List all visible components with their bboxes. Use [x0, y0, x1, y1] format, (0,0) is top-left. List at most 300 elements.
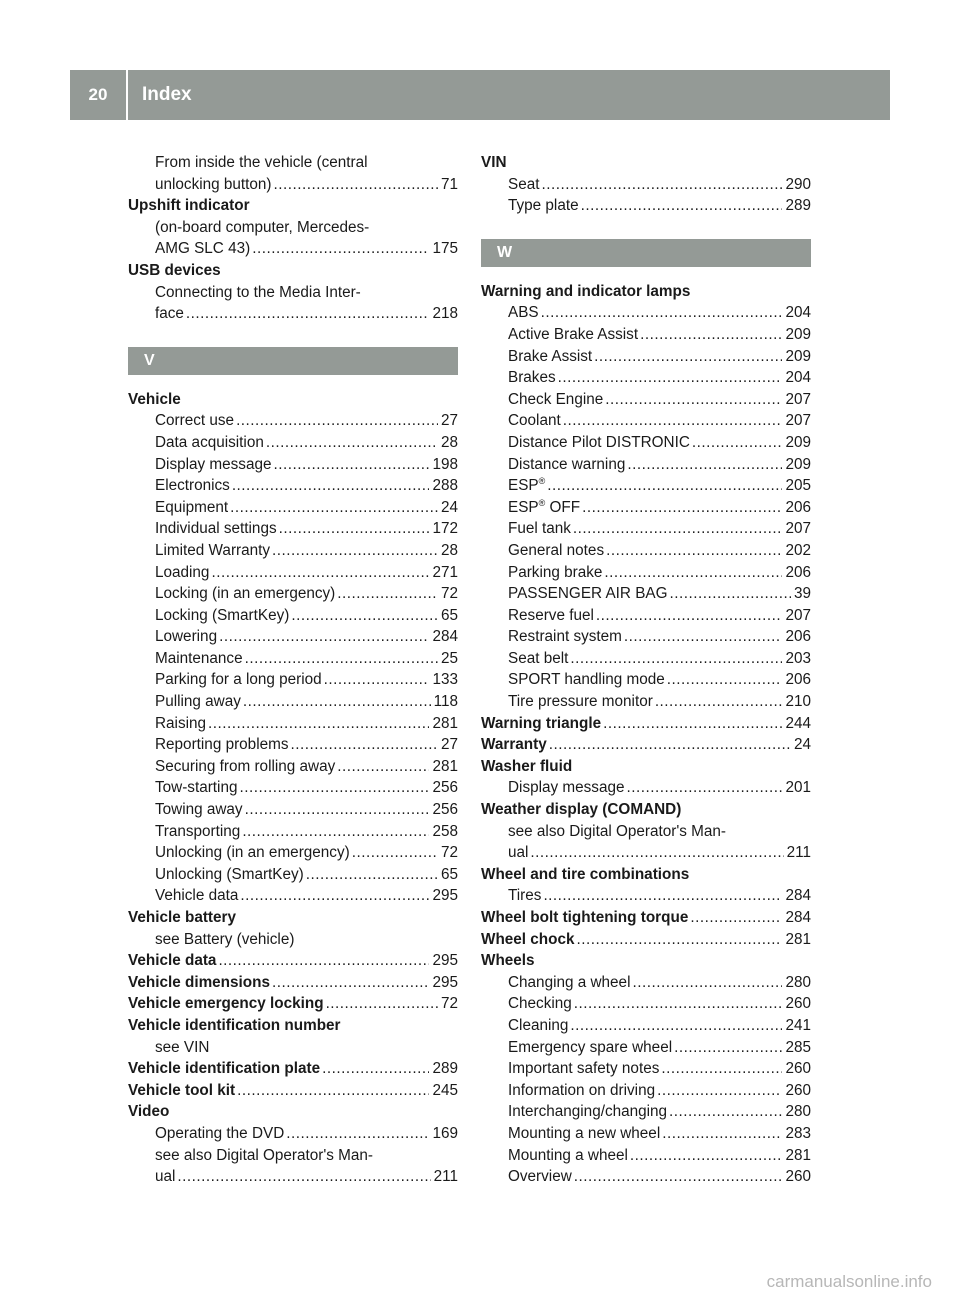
entry-text: Brake Assist [508, 347, 593, 365]
page-reference: 203 [785, 649, 811, 667]
entry-label [128, 907, 236, 929]
section-letter-header: W [481, 239, 811, 267]
index-subentry [481, 1145, 811, 1167]
page-reference: 24 [440, 498, 458, 516]
entry-text: Overview [508, 1168, 572, 1186]
entry-text: Coolant [508, 412, 561, 430]
entry-text: Reporting problems [155, 736, 289, 754]
entry-label [508, 1166, 572, 1188]
entry-label [481, 950, 535, 972]
entry-label [155, 799, 243, 821]
entry-text: Individual settings [155, 520, 277, 538]
page-reference: 169 [432, 1124, 458, 1142]
dot-leader [692, 432, 783, 454]
index-subentry [128, 518, 458, 540]
entry-label [508, 777, 624, 799]
page-title: Index [142, 84, 192, 105]
dot-leader [322, 1058, 429, 1080]
dot-leader [624, 626, 783, 648]
index-subentry [128, 454, 458, 476]
entry-label [155, 669, 322, 691]
entry-text: Washer fluid [481, 757, 573, 775]
entry-text: Weather display (COMAND) [481, 801, 682, 819]
entry-label [155, 583, 335, 605]
index-subentry [128, 648, 458, 670]
dot-leader [603, 713, 782, 735]
entry-text: Locking (in an emergency) [155, 585, 336, 603]
index-subentry [128, 799, 458, 821]
dot-leader [306, 864, 438, 886]
entry-text: Type plate [508, 197, 579, 215]
entry-text: Tire pressure monitor [508, 693, 653, 711]
entry-text: Equipment [155, 498, 229, 516]
index-subentry [128, 1145, 458, 1167]
entry-label [155, 1166, 175, 1188]
dot-leader [577, 929, 783, 951]
dot-leader [218, 950, 429, 972]
entry-label [155, 152, 368, 174]
page-reference: 202 [785, 541, 811, 559]
page-reference: 207 [785, 520, 811, 538]
entry-text: Vehicle battery [128, 909, 236, 926]
entry-label [128, 1015, 341, 1037]
index-subentry [481, 777, 811, 799]
index-subentry [128, 777, 458, 799]
index-entry [128, 993, 458, 1015]
entry-label [508, 605, 594, 627]
entry-text: Maintenance [155, 649, 243, 667]
index-subentry [481, 648, 811, 670]
header-divider [126, 70, 128, 120]
entry-label [155, 605, 289, 627]
entry-label [508, 583, 668, 605]
index-subentry [128, 217, 458, 239]
entry-text: Operating the DVD [155, 1124, 285, 1142]
entry-label [128, 1058, 320, 1080]
entry-text: Vehicle identification number [128, 1016, 341, 1034]
dot-leader [352, 842, 438, 864]
entry-label [508, 367, 556, 389]
page-reference: 271 [432, 563, 458, 581]
page-reference: 211 [786, 844, 811, 862]
entry-text-suffix: OFF [545, 498, 581, 516]
page-reference: 207 [785, 412, 811, 430]
dot-leader [279, 518, 430, 540]
index-subentry [481, 454, 811, 476]
dot-leader [291, 734, 438, 756]
entry-label [481, 152, 507, 174]
entry-text: Mounting a wheel [508, 1146, 628, 1164]
index-entry [481, 734, 811, 756]
index-entry [481, 756, 811, 778]
entry-text: Limited Warranty [155, 541, 271, 559]
page-reference: 244 [785, 714, 811, 732]
entry-text: Correct use [155, 412, 235, 430]
entry-label [155, 475, 230, 497]
dot-leader [541, 174, 782, 196]
dot-leader [186, 303, 430, 325]
entry-text: Distance warning [508, 455, 626, 473]
page-reference: 28 [440, 541, 458, 559]
page-reference: 258 [432, 822, 458, 840]
entry-label [155, 497, 228, 519]
index-subentry [128, 756, 458, 778]
index-subentry [128, 410, 458, 432]
index-subentry [128, 1123, 458, 1145]
entry-label [481, 281, 690, 303]
entry-text: Data acquisition [155, 433, 264, 451]
entry-text: Vehicle identification plate [128, 1060, 321, 1078]
index-subentry [481, 1037, 811, 1059]
page-reference: 280 [785, 973, 811, 991]
entry-text: VIN [481, 154, 507, 171]
index-subentry [481, 540, 811, 562]
page-reference: 72 [440, 995, 458, 1013]
page-reference: 209 [785, 455, 811, 473]
entry-label [508, 1101, 667, 1123]
entry-label [155, 238, 250, 260]
entry-label [128, 195, 250, 217]
page-reference: 284 [785, 909, 811, 926]
dot-leader [605, 389, 782, 411]
dot-leader [606, 540, 782, 562]
page-reference: 211 [433, 1168, 458, 1186]
entry-label [508, 454, 625, 476]
entry-label [508, 389, 603, 411]
entry-text: Electronics [155, 477, 230, 495]
index-subentry [128, 605, 458, 627]
page-reference: 204 [785, 304, 811, 322]
entry-text: Vehicle emergency locking [128, 995, 324, 1013]
dot-leader [574, 1166, 783, 1188]
entry-label [508, 562, 602, 584]
dot-leader [690, 907, 782, 929]
index-subentry [481, 583, 811, 605]
entry-text: Display message [155, 455, 272, 473]
index-subentry [128, 475, 458, 497]
dot-leader [286, 1123, 429, 1145]
entry-label [508, 324, 638, 346]
entry-label [481, 756, 572, 778]
index-entry [481, 799, 811, 821]
index-subentry [481, 1015, 811, 1037]
dot-leader [661, 1058, 782, 1080]
dot-leader [541, 302, 783, 324]
entry-label [155, 518, 277, 540]
entry-text: Video [128, 1103, 170, 1121]
entry-text: Interchanging/changing [508, 1103, 668, 1121]
dot-leader [669, 1101, 782, 1123]
entry-label [508, 410, 561, 432]
entry-text: Cleaning [508, 1016, 569, 1034]
page-reference: 281 [785, 1146, 811, 1164]
entry-label [508, 626, 622, 648]
index-subentry [481, 174, 811, 196]
index-subentry [481, 518, 811, 540]
dot-leader [177, 1166, 430, 1188]
entry-text: USB devices [128, 261, 221, 279]
entry-label [508, 1145, 628, 1167]
dot-leader [240, 885, 429, 907]
index-subentry [481, 324, 811, 346]
entry-text: see Battery (vehicle) [155, 930, 295, 948]
index-subentry [481, 389, 811, 411]
dot-leader [630, 1145, 783, 1167]
entry-label [481, 864, 689, 886]
index-subentry [128, 282, 458, 304]
page-reference: 65 [440, 606, 458, 624]
page-reference: 207 [785, 606, 811, 624]
page-reference: 72 [440, 844, 458, 862]
index-subentry [481, 367, 811, 389]
index-subentry [481, 562, 811, 584]
index-subentry [481, 1080, 811, 1102]
entry-label [155, 174, 272, 196]
dot-leader [272, 540, 438, 562]
dot-leader [274, 174, 438, 196]
page-reference: 280 [785, 1103, 811, 1121]
entry-text: Warning triangle [481, 714, 602, 732]
entry-text: Wheels [481, 952, 535, 970]
entry-text: Upshift indicator [128, 197, 250, 215]
entry-text: Emergency spare wheel [508, 1038, 673, 1056]
watermark: carmanualsonline.info [766, 1272, 932, 1291]
entry-text: Parking brake [508, 563, 603, 581]
dot-leader [232, 475, 430, 497]
page-reference: 133 [432, 671, 458, 689]
entry-label [155, 1145, 373, 1167]
index-subentry [128, 626, 458, 648]
index-subentry [481, 691, 811, 713]
page-reference: 201 [785, 779, 811, 797]
dot-leader [243, 691, 431, 713]
entry-label [508, 669, 665, 691]
dot-leader [657, 1080, 782, 1102]
entry-text: unlocking button) [155, 175, 272, 193]
index-subentry [128, 691, 458, 713]
entry-label [508, 540, 604, 562]
entry-text: Tow-starting [155, 779, 238, 797]
dot-leader [574, 993, 783, 1015]
page-reference: 295 [432, 952, 458, 970]
dot-leader [239, 777, 429, 799]
dot-leader [596, 605, 783, 627]
dot-leader [640, 324, 782, 346]
entry-label [508, 842, 528, 864]
entry-text: face [155, 305, 184, 323]
index-entry [128, 389, 458, 411]
index-subentry [481, 1101, 811, 1123]
entry-text: Wheel and tire combinations [481, 865, 690, 883]
entry-text: see VIN [155, 1038, 210, 1056]
index-entry [481, 907, 811, 929]
dot-leader [662, 1123, 782, 1145]
entry-text: Securing from rolling away [155, 757, 336, 775]
dot-leader [208, 713, 429, 735]
entry-label [128, 260, 221, 282]
entry-label [508, 432, 690, 454]
page-reference: 288 [432, 477, 458, 495]
page-reference: 289 [432, 1060, 458, 1078]
page-reference: 295 [432, 973, 458, 991]
index-subentry [481, 1058, 811, 1080]
entry-text: Pulling away [155, 693, 241, 711]
entry-label [481, 799, 681, 821]
index-subentry [128, 303, 458, 325]
page-reference: 218 [432, 305, 458, 323]
entry-text: Vehicle data [155, 887, 239, 905]
dot-leader [570, 648, 782, 670]
index-entry [128, 1058, 458, 1080]
page-reference: 256 [432, 801, 458, 819]
entry-label [508, 174, 539, 196]
dot-leader [604, 562, 782, 584]
entry-text: SPORT handling mode [508, 671, 665, 689]
page-reference: 245 [432, 1081, 458, 1099]
index-subentry [128, 669, 458, 691]
entry-label [128, 1101, 169, 1123]
dot-leader [337, 756, 429, 778]
entry-label [128, 993, 324, 1015]
entry-label [508, 1058, 659, 1080]
index-entry [128, 1015, 458, 1037]
page-reference: 27 [440, 412, 458, 430]
dot-leader [543, 885, 782, 907]
index-subentry [128, 929, 458, 951]
dot-leader [266, 432, 438, 454]
entry-label [155, 626, 217, 648]
entry-label [508, 1015, 568, 1037]
page-reference: 175 [432, 240, 458, 258]
dot-leader [245, 799, 430, 821]
page-reference: 72 [440, 585, 458, 603]
entry-label [481, 907, 688, 929]
index-subentry [128, 821, 458, 843]
entry-text: see also Digital Operator's Man- [155, 1146, 374, 1164]
page-reference: 284 [432, 628, 458, 646]
index-subentry [481, 972, 811, 994]
index-subentry [128, 540, 458, 562]
index-subentry [128, 174, 458, 196]
entry-text: Brakes [508, 369, 556, 387]
page-reference: 71 [440, 175, 458, 193]
entry-label [155, 540, 270, 562]
registered-mark: ® [538, 476, 546, 487]
dot-leader [219, 626, 429, 648]
entry-label [155, 691, 241, 713]
entry-text: Check Engine [508, 390, 604, 408]
index-subentry [128, 734, 458, 756]
entry-text: Restraint system [508, 628, 622, 646]
entry-text: Loading [155, 563, 210, 581]
dot-leader [547, 475, 782, 497]
entry-text: ual [155, 1168, 176, 1186]
entry-label [155, 562, 209, 584]
page-number: 20 [88, 85, 108, 104]
index-subentry [481, 669, 811, 691]
entry-text: Tires [508, 887, 542, 905]
entry-label [155, 885, 238, 907]
page-reference: 260 [785, 1060, 811, 1078]
entry-text: Vehicle data [128, 952, 217, 970]
dot-leader [558, 367, 783, 389]
entry-label [155, 1123, 284, 1145]
index-subentry [128, 885, 458, 907]
dot-leader [573, 518, 783, 540]
index-subentry [481, 1166, 811, 1188]
page-reference: 209 [785, 325, 811, 343]
index-subentry [128, 583, 458, 605]
entry-text: (on-board computer, Mercedes- [155, 218, 370, 236]
index-subentry [481, 842, 811, 864]
dot-leader [549, 734, 791, 756]
entry-text: Wheel bolt tightening torque [481, 909, 689, 926]
page-reference: 198 [432, 455, 458, 473]
page-reference: 209 [785, 433, 811, 451]
page-reference: 289 [785, 197, 811, 215]
page-reference: 241 [785, 1016, 811, 1034]
page-header [70, 70, 890, 120]
entry-label [155, 454, 271, 476]
page-reference: 283 [785, 1124, 811, 1142]
page-reference: 260 [785, 995, 811, 1013]
page-reference: 206 [785, 671, 811, 689]
page-reference: 256 [432, 779, 458, 797]
index-entry [128, 1080, 458, 1102]
entry-label [481, 713, 601, 735]
index-entry [481, 950, 811, 972]
entry-text: Warning and indicator lamps [481, 282, 691, 300]
index-entry [481, 929, 811, 951]
entry-label [155, 777, 237, 799]
entry-label [508, 1080, 655, 1102]
index-subentry [128, 713, 458, 735]
entry-text: Raising [155, 714, 207, 732]
dot-leader [570, 1015, 782, 1037]
dot-leader [632, 972, 782, 994]
dot-leader [237, 1080, 429, 1102]
entry-text: Changing a wheel [508, 973, 631, 991]
entry-text: ESP [508, 498, 539, 516]
index-subentry [128, 432, 458, 454]
dot-leader [273, 454, 429, 476]
entry-text: Display message [508, 779, 625, 797]
entry-label [508, 821, 726, 843]
entry-label [155, 821, 240, 843]
dot-leader [594, 346, 782, 368]
page-reference: 210 [785, 693, 811, 711]
entry-label [508, 691, 653, 713]
index-subentry [128, 497, 458, 519]
entry-text: From inside the vehicle (central [155, 154, 368, 171]
index-subentry [128, 238, 458, 260]
entry-text: Unlocking (SmartKey) [155, 865, 304, 883]
entry-text: Fuel tank [508, 520, 571, 538]
entry-text: Seat [508, 175, 540, 193]
index-entry [481, 281, 811, 303]
entry-text: Reserve fuel [508, 606, 594, 624]
dot-leader [582, 497, 782, 519]
page-reference: 25 [440, 649, 458, 667]
entry-text: Connecting to the Media Inter- [155, 283, 361, 301]
dot-leader [627, 454, 782, 476]
entry-label [155, 713, 206, 735]
entry-text: Vehicle [128, 390, 181, 408]
index-subentry [128, 562, 458, 584]
entry-label [155, 648, 243, 670]
entry-text: Transporting [155, 822, 241, 840]
entry-text: ual [508, 844, 529, 862]
